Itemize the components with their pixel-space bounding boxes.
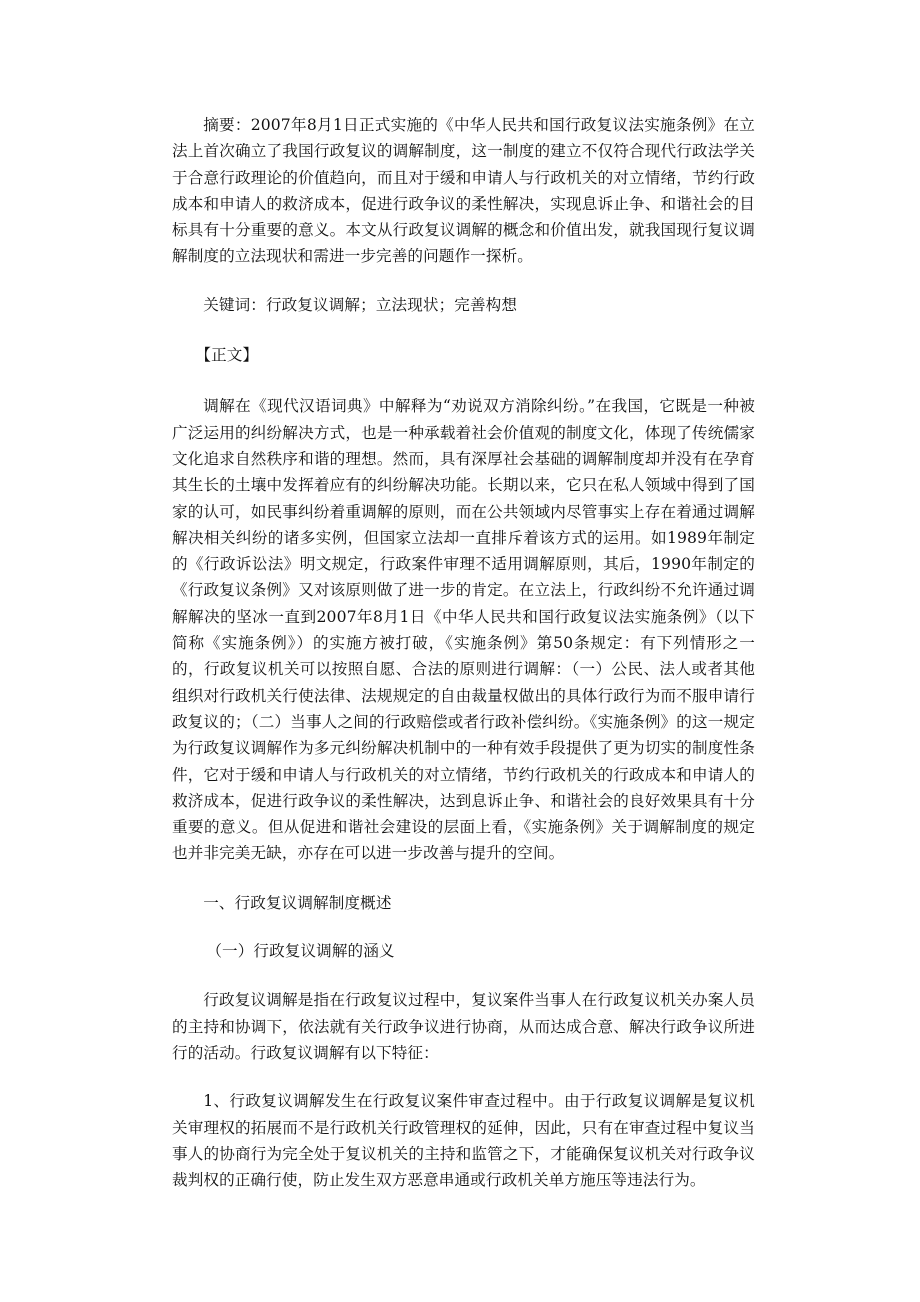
intro-paragraph: 调解在《现代汉语词典》中解释为“劝说双方消除纠纷。”在我国，它既是一种被广泛运用的纠纷解决方式，也是一种承载着社会价值观的制度文化，体现了传统儒家文化追求自然秩序和谐的理想。然而，具有深厚社会基础的调解制度却并没有在孕育其生长的土壤中发挥着应有的纠纷解决功能。长期以来，它只在私人领域中得到了国家的认可，如民事纠纷着重调解的原则，而在公共领域内尽管事实上存在着通过调解解决相关纠纷的诸多实例，但国家立法却一直排斥着该方式的运用。如1989年制定的《行政诉讼法》明文规定，行政案件审理不适用调解原则，其后，1990年制定的《行政复议条例》又对该原则做了进一步的肯定。在立法上，行政纠纷不允许通过调解解决的坚冰一直到2007年8月1日《中华人民共和国行政复议法实施条例》（以下简称《实施条例》）的实施方被打破，《实施条例》第50条规定：有下列情形之一的，行政复议机关可以按照自愿、合法的原则进行调解：（一）公民、法人或者其他组织对行政机关行使法律、法规规定的自由裁量权做出的具体行政行为而不服申请行政复议的；（二）当事人之间的行政赔偿或者行政补偿纠纷。《实施条例》的这一规定为行政复议调解作为多元纠纷解决机制中的一种有效手段提供了更为切实的制度性条件，它对于缓和申请人与行政机关的对立情绪，节约行政机关的行政成本和申请人的救济成本，促进行政争议的柔性解决，达到息诉止争、和谐社会的良好效果具有十分重要的意义。但从促进和谐社会建设的层面上看，《实施条例》关于调解制度的规定也并非完美无缺，亦存在可以进一步改善与提升的空间。 — [172, 397, 755, 863]
section-heading: 一、行政复议调解制度概述 — [203, 893, 392, 912]
document-page — [172, 112, 755, 1193]
subsection-heading: （一）行政复议调解的涵义 — [206, 942, 395, 961]
main-text-label: 【正文】 — [195, 346, 259, 365]
definition-paragraph: 行政复议调解是指在行政复议过程中，复议案件当事人在行政复议机关办案人员的主持和协调下，依法就有关行政争议进行协商，从而达成合意、解决行政争议所进行的活动。行政复议调解有以下特征： — [172, 991, 755, 1062]
feature-paragraph: 1、行政复议调解发生在行政复议案件审查过程中。由于行政复议调解是复议机关审理权的拓展而不是行政机关行政管理权的延伸，因此，只有在审查过程中复议当事人的协商行为完全处于复议机关的主持和监管之下，才能确保复议机关对行政争议裁判权的正确行使，防止发生双方恶意串通或行政机关单方施压等违法行为。 — [172, 1092, 755, 1190]
abstract-paragraph: 摘要：2007年8月1日正式实施的《中华人民共和国行政复议法实施条例》在立法上首次确立了我国行政复议的调解制度，这一制度的建立不仅符合现代行政法学关于合意行政理论的价值趋向，而且对于缓和申请人与行政机关的对立情绪，节约行政成本和申请人的救济成本，促进行政争议的柔性解决，实现息诉止争、和谐社会的目标具有十分重要的意义。本文从行政复议调解的概念和价值出发，就我国现行复议调解制度的立法现状和需进一步完善的问题作一探析。 — [172, 116, 755, 266]
keywords-line: 关键词：行政复议调解；立法现状；完善构想 — [203, 295, 518, 314]
